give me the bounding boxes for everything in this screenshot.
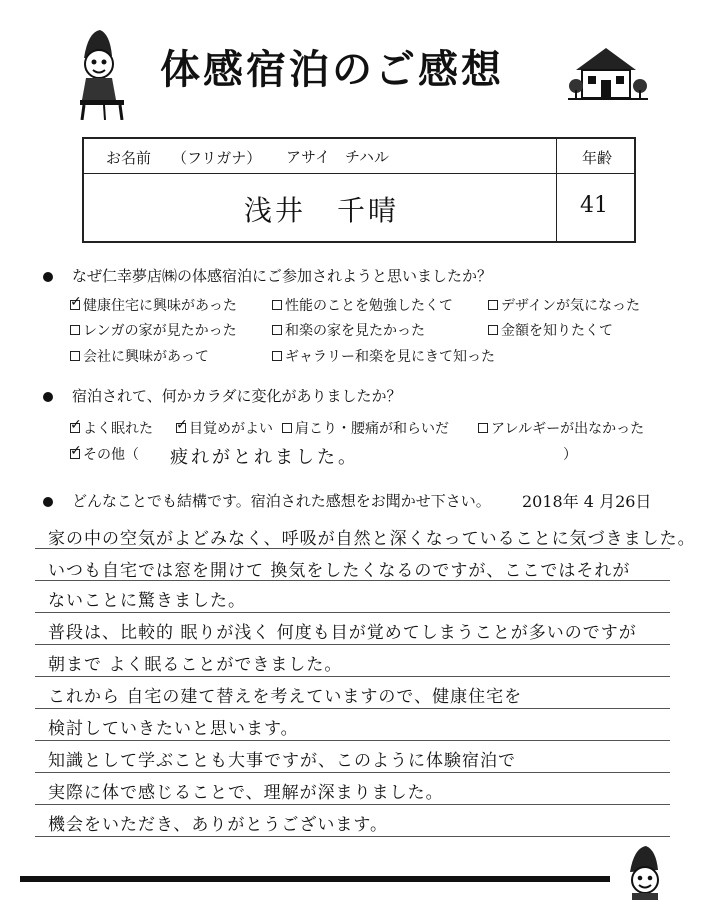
checkbox-icon[interactable] <box>70 325 80 335</box>
checkbox-icon[interactable] <box>478 423 488 433</box>
ruled-line <box>35 804 670 805</box>
response-line[interactable]: 知識として学ぶことも大事ですが、このように体験宿泊で <box>48 751 516 771</box>
checkbox-icon[interactable] <box>282 423 292 433</box>
ruled-line <box>35 772 670 773</box>
age-label: 年齢 <box>582 149 613 167</box>
q1-option[interactable]: ✓ 健康住宅に興味があった <box>70 295 237 315</box>
checkbox-icon[interactable] <box>70 351 80 361</box>
q1-option[interactable]: 性能のことを勉強したくて <box>272 295 453 315</box>
bullet-icon <box>43 497 53 507</box>
footer-rule <box>20 876 610 882</box>
q1-option[interactable]: 会社に興味があって <box>70 346 209 366</box>
q2-other-value[interactable]: 疲れがとれました。 <box>170 447 359 468</box>
checkbox-icon[interactable] <box>272 351 282 361</box>
page-title: 体感宿泊のご感想 <box>160 47 504 93</box>
house-illustration <box>568 42 648 102</box>
character-illustration <box>618 846 672 900</box>
q2-option[interactable]: 肩こり・腰痛が和らいだ <box>282 418 449 438</box>
response-line[interactable]: 家の中の空気がよどみなく、呼吸が自然と深くなっていることに気づきました。 <box>48 529 696 549</box>
ruled-line <box>35 644 670 645</box>
response-date: 2018年 4 月26日 <box>522 492 652 511</box>
response-line[interactable]: これから 自宅の建て替えを考えていますので、健康住宅を <box>48 687 523 707</box>
response-line[interactable]: 検討していきたいと思います。 <box>48 719 299 739</box>
ruled-line <box>35 740 670 741</box>
ruled-line <box>35 676 670 677</box>
q1-option[interactable]: レンガの家が見たかった <box>70 320 237 340</box>
question-1: なぜ仁幸夢店㈱の体感宿泊にご参加されようと思いましたか？ <box>72 267 493 285</box>
ruled-line <box>35 708 670 709</box>
checkbox-checked-icon[interactable] <box>70 300 80 310</box>
name-age-form <box>82 137 636 243</box>
q2-other-close: ） <box>563 447 577 463</box>
response-line[interactable]: 機会をいただき、ありがとうございます。 <box>48 815 388 835</box>
bullet-icon <box>43 392 53 402</box>
q2-option[interactable]: ✓ 目覚めがよい <box>176 418 273 438</box>
character-illustration <box>70 28 132 120</box>
furigana-label: （フリガナ） <box>172 149 262 167</box>
response-line[interactable]: 実際に体で感じることで、理解が深まりました。 <box>48 783 444 803</box>
checkbox-checked-icon[interactable] <box>70 423 80 433</box>
age-value[interactable]: 41 <box>580 193 608 218</box>
response-line[interactable]: ないことに驚きました。 <box>48 591 246 611</box>
q2-other-option[interactable]: ✓ その他（ <box>70 444 139 464</box>
q1-option[interactable]: 金額を知りたくて <box>488 320 613 340</box>
ruled-line <box>35 836 670 837</box>
bullet-icon <box>43 272 53 282</box>
name-label: お名前 <box>106 149 152 167</box>
q1-option[interactable]: デザインが気になった <box>488 295 640 315</box>
q2-option[interactable]: アレルギーが出なかった <box>478 418 644 438</box>
checkbox-icon[interactable] <box>488 300 498 310</box>
checkbox-icon[interactable] <box>272 325 282 335</box>
checkbox-icon[interactable] <box>488 325 498 335</box>
q1-option[interactable]: ギャラリー和楽を見にきて知った <box>272 346 495 366</box>
response-line[interactable]: 朝まで よく眠ることができました。 <box>48 655 343 675</box>
response-line[interactable]: 普段は、比較的 眠りが浅く 何度も目が覚めてしまうことが多いのですが <box>48 623 637 643</box>
response-line[interactable]: いつも自宅では窓を開けて 換気をしたくなるのですが、ここではそれが <box>48 561 631 581</box>
question-2: 宿泊されて、何かカラダに変化がありましたか？ <box>72 387 402 405</box>
checkbox-checked-icon[interactable] <box>176 423 186 433</box>
checkbox-icon[interactable] <box>272 300 282 310</box>
furigana-value[interactable]: アサイ チハル <box>286 148 390 166</box>
ruled-line <box>35 612 670 613</box>
name-value[interactable]: 浅井 千晴 <box>244 194 400 227</box>
question-3: どんなことでも結構です。宿泊された感想をお聞かせ下さい。 <box>72 492 491 510</box>
q1-option[interactable]: 和楽の家を見たかった <box>272 320 425 340</box>
checkbox-checked-icon[interactable] <box>70 449 80 459</box>
q2-option[interactable]: ✓ よく眠れた <box>70 418 153 438</box>
